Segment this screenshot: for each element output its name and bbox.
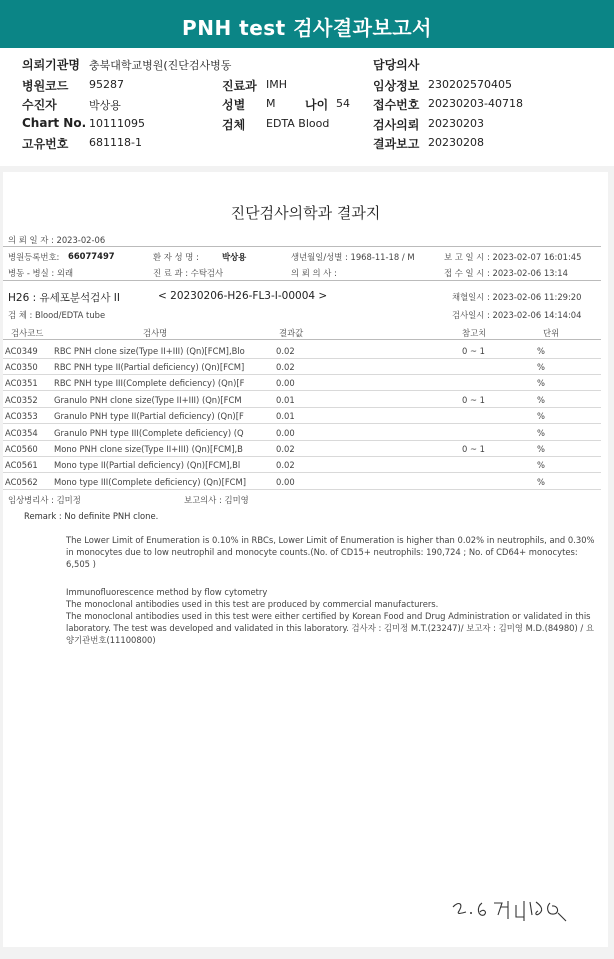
hospital-code-value: 95287 [89,78,124,91]
request-value: 20230203 [428,117,484,130]
unique-label: 고유번호 [22,137,69,151]
row-code: AC0561 [5,460,38,470]
test-code-title: H26 : 유세포분석검사 II [8,292,121,304]
row-divider [3,390,601,391]
sex-label: 성별 [222,98,246,112]
method-note: Immunofluorescence method by flow cytometry [66,587,268,597]
institution-label: 의뢰기관명 [22,58,80,72]
row-name: Granulo PNH type III(Complete deficiency) (Q [54,428,244,438]
row-value: 0.00 [276,378,295,388]
antibody-note: The monoclonal antibodies used in this test are produced by commercial manufacturers. [66,599,439,609]
row-code: AC0351 [5,378,38,388]
patient-label: 수진자 [22,98,57,112]
receipt-time: 접 수 일 시 : 2023-02-06 13:14 [444,268,568,278]
specimen-label: 검체 [222,118,246,132]
row-value: 0.01 [276,395,295,405]
header-info [0,48,614,166]
title-bar [0,0,614,48]
row-code: AC0560 [5,444,38,454]
row-value: 0.02 [276,346,295,356]
report-title: PNH test 검사결과보고서 [182,16,432,40]
patient-name-value: 박상용 [222,252,247,262]
row-unit: % [537,477,545,487]
age-value: 54 [336,97,350,110]
requester: 의 뢰 의 사 : [291,268,337,278]
row-value: 0.01 [276,411,295,421]
row-name: Mono type II(Partial deficiency) (Qn)[FCM],Bl [54,460,241,470]
col-header-ref: 참고치 [462,328,487,338]
collect-time: 채혈일시 : 2023-02-06 11:29:20 [452,292,582,302]
clinical-info-value: 230202570405 [428,78,512,91]
enumeration-note: The Lower Limit of Enumeration is 0.10% in RBCs, Lower Limit of Enumeration is higher than 0.02% in neutrophils, and 0.30% in monocytes due to low neutrophil and monocyte counts.(No. of CD15+ neutrophils: 190,724 ; No. of CD64+ monocytes: 6,505 ) [66,535,595,569]
ward: 병동 - 병실 : 외래 [8,268,74,278]
result-sheet-title: 진단검사의학과 결과지 [230,204,381,222]
receipt-label: 접수번호 [373,98,420,112]
dept-label: 진료과 [222,79,257,93]
row-value: 0.02 [276,460,295,470]
row-divider [3,423,601,424]
age-label: 나이 [305,98,329,112]
divider [3,339,601,340]
report-time: 보 고 일 시 : 2023-02-07 16:01:45 [444,252,582,262]
reporter: 보고의사 : 김미영 [184,495,249,505]
test-time: 검사일시 : 2023-02-06 14:14:04 [452,310,582,320]
row-ref: 0 ~ 1 [462,395,485,405]
col-header-value: 결과값 [279,328,304,338]
receipt-value: 20230203-40718 [428,97,523,110]
dept-value: IMH [266,78,288,91]
row-unit: % [537,362,545,372]
specimen: 검 체 : Blood/EDTA tube [8,310,106,320]
request-label: 검사의뢰 [373,118,420,132]
col-header-name: 검사명 [143,328,168,338]
row-name: Granulo PNH type II(Partial deficiency) (Qn)[F [54,411,244,421]
chart-value: 10111095 [89,117,145,130]
divider [3,280,601,281]
row-value: 0.00 [276,428,295,438]
institution-value: 충북대학교병원(진단검사병동 [89,59,232,72]
row-divider [3,407,601,408]
reg-no-value: 66077497 [68,251,115,261]
row-code: AC0352 [5,395,38,405]
row-name: RBC PNH type III(Complete deficiency) (Qn)[F [54,378,245,388]
row-code: AC0353 [5,411,38,421]
row-name: Granulo PNH clone size(Type II+III) (Qn)[FCM [54,395,242,405]
report-value: 20230208 [428,136,484,149]
row-divider [3,472,601,473]
patient-name-label: 환 자 성 명 : [153,252,199,262]
row-value: 0.00 [276,477,295,487]
row-divider [3,374,601,375]
row-ref: 0 ~ 1 [462,346,485,356]
row-unit: % [537,346,545,356]
row-value: 0.02 [276,362,295,372]
row-unit: % [537,395,545,405]
reg-no-label: 병원등록번호: [8,252,60,262]
row-divider [3,456,601,457]
chart-label: Chart No. [22,116,87,130]
result-sheet [3,172,608,947]
row-value: 0.02 [276,444,295,454]
row-code: AC0354 [5,428,38,438]
validation-note: The monoclonal antibodies used in this test were either certified by Korean Food and Drug Administration or validated in this laboratory. The test was developed and validated in this laboratory. 검사자 : 김미정 M.T.(23247)/ 보고자 : 김미영 M.D.(84980) / 요양기관번호(11100800) [66,611,594,645]
divider [3,246,601,247]
row-name: RBC PNH type II(Partial deficiency) (Qn)[FCM] [54,362,245,372]
row-code: AC0350 [5,362,38,372]
row-unit: % [537,378,545,388]
clinical-info-label: 임상정보 [373,79,420,93]
row-ref: 0 ~ 1 [462,444,485,454]
row-unit: % [537,460,545,470]
col-header-unit: 단위 [543,328,560,338]
request-date: 의 뢰 일 자 : 2023-02-06 [8,235,106,245]
row-unit: % [537,428,545,438]
col-header-code: 검사코드 [11,328,44,338]
sex-value: M [266,97,276,110]
remark: Remark : No definite PNH clone. [24,511,159,521]
unique-value: 681118-1 [89,136,142,149]
pathologist: 임상병리사 : 김미정 [8,495,81,505]
row-divider [3,358,601,359]
doctor-label: 담당의사 [373,58,420,72]
report-label: 결과보고 [373,137,420,151]
dob-sex: 생년월일/성별 : 1968-11-18 / M [291,252,415,262]
row-name: RBC PNH clone size(Type II+III) (Qn)[FCM],Blo [54,346,245,356]
row-unit: % [537,411,545,421]
signature-image [450,893,585,933]
dept: 진 료 과 : 수탁검사 [153,268,224,278]
specimen-value: EDTA Blood [266,117,330,130]
hospital-code-label: 병원코드 [22,79,69,93]
row-unit: % [537,444,545,454]
barcode-number: < 20230206-H26-FL3-I-00004 > [158,290,328,302]
row-divider [3,489,601,490]
row-name: Mono PNH clone size(Type II+III) (Qn)[FCM],B [54,444,243,454]
row-code: AC0562 [5,477,38,487]
row-divider [3,440,601,441]
row-code: AC0349 [5,346,38,356]
patient-value: 박상용 [89,99,121,112]
row-name: Mono type III(Complete deficiency) (Qn)[FCM] [54,477,247,487]
